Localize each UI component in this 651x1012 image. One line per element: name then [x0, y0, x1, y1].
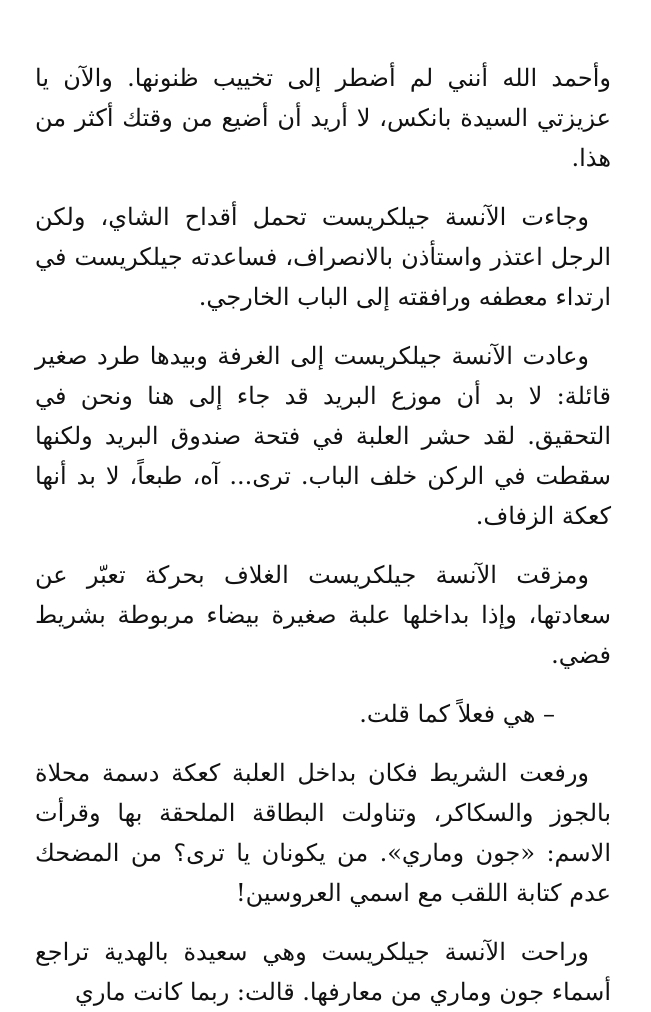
- paragraph-6: وراحت الآنسة جيلكريست وهي سعيدة بالهدية تراجع أسماء جون وماري من معارفها. قالت: ربما كانت ماري: [35, 938, 611, 1006]
- paragraph-3: وعادت الآنسة جيلكريست إلى الغرفة وبيدها طرد صغير قائلة: لا بد أن موزع البريد قد جاء إلى هنا ونحن في التحقيق. لقد حشر العلبة في فتحة صندوق البريد ولكنها سقطت في الركن خلف الباب. ترى... آه، طبعاً، لا بد أنها كعكة الزفاف.: [35, 342, 611, 530]
- paragraph-5: ورفعت الشريط فكان بداخل العلبة كعكة دسمة محلاة بالجوز والسكاكر، وتناولت البطاقة الملحقة بها وقرأت الاسم: «جون وماري». من يكونان يا ترى؟ من المضحك عدم كتابة اللقب مع اسمي العروسين!: [35, 759, 611, 907]
- dialogue-line: – هي فعلاً كما قلت.: [359, 700, 555, 728]
- paragraph-4: ومزقت الآنسة جيلكريست الغلاف بحركة تعبّر عن سعادتها، وإذا بداخلها علبة صغيرة بيضاء مربوطة بشريط فضي.: [35, 561, 611, 669]
- paragraph-1: وأحمد الله أنني لم أضطر إلى تخييب ظنونها. والآن يا عزيزتي السيدة بانكس، لا أريد أن أضيع من وقتك أكثر من هذا.: [35, 64, 612, 172]
- paragraph-2: وجاءت الآنسة جيلكريست تحمل أقداح الشاي، ولكن الرجل اعتذر واستأذن بالانصراف، فساعدته جيلكريست في ارتداء معطفه ورافقته إلى الباب الخارجي.: [35, 203, 611, 311]
